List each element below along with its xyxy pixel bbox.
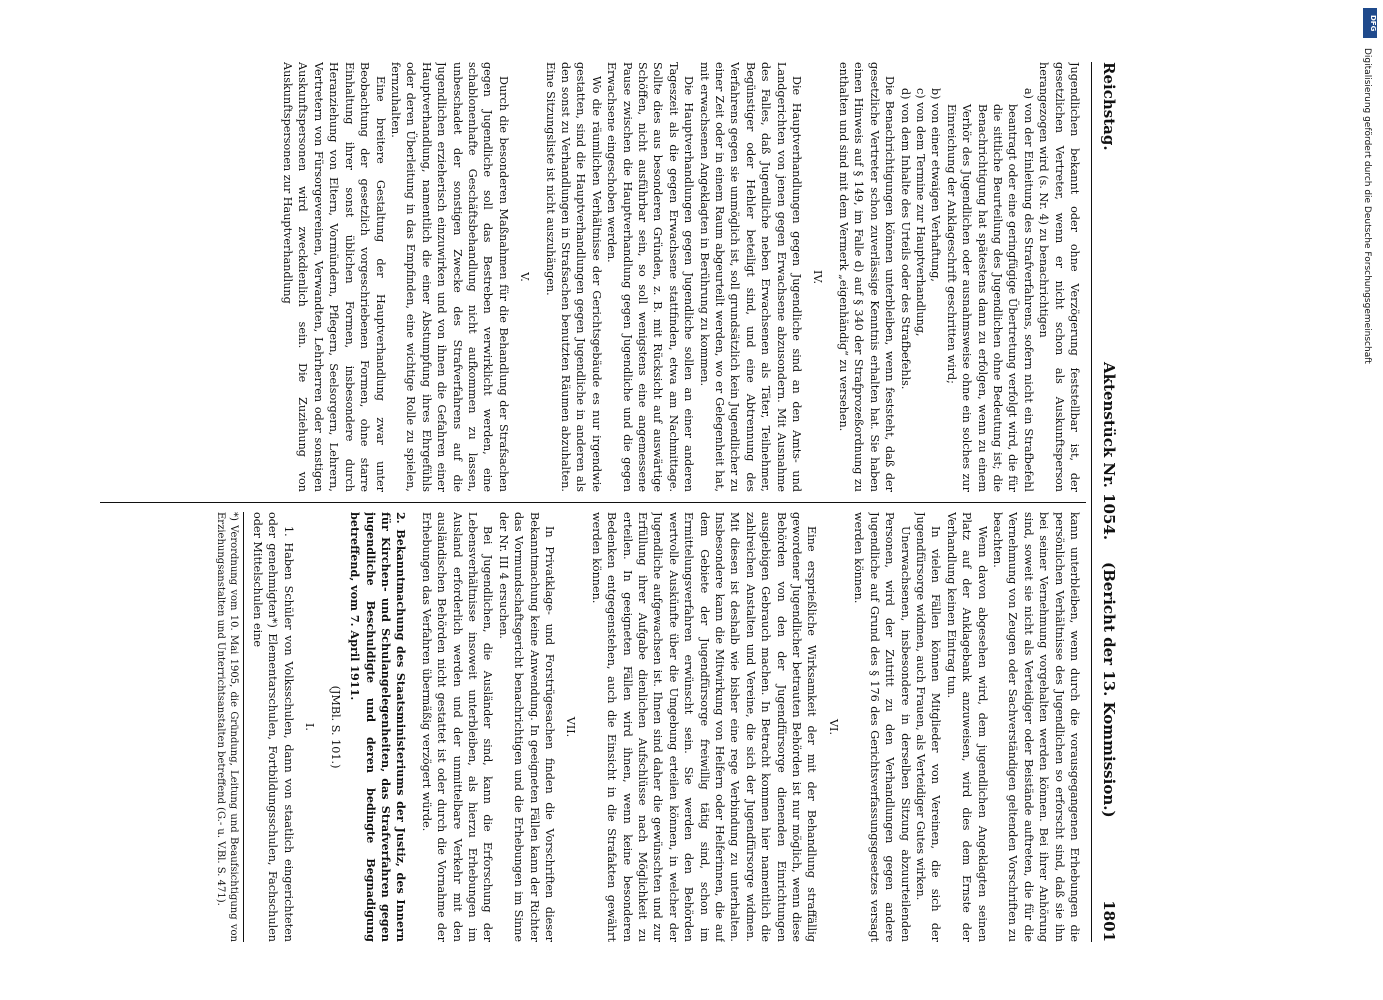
digitization-note: Digitalisierung gefördert durch die Deutsche Forschungsgemeinschaft [1362,48,1372,364]
reference: (JMBl. S. 101.) [328,685,342,769]
list-item: a) von der Einleitung des Strafverfahrens, sofern nicht ein Strafbefehl beantragt oder eine geringfügige Übertretung verfolgt wird, die für die sittliche Beurteilung des Jugendlichen ohne Bedeutung ist; die Benachrichtigung hat spätestens dann zu erfolgen, wenn zu einem Verhör des Jugendlichen oder ausnahmsweise ohne ein solches zur Einreichung der Anklageschrift geschritten wird; [944,88,1035,492]
section-heading: V. [518,272,532,282]
right-column [100,512,1082,942]
paragraph: Bei Jugendlichen, die Ausländer sind, kann die Erforschung der Lebensverhältnisse insoweit unterbleiben, als hierzu Erhebungen im Ausland erforderlich werden und der unmittelbare Verkehr mit den ausländischen Behörden nicht gestattet ist oder durch die Vornahme der Erhebungen das Verfahren übermäßig verzögert würde. [419,512,495,942]
dfg-logo: DFG [1363,8,1377,38]
paragraph: Wo die räumlichen Verhältnisse der Gerichtsgebäude es nur irgendwie gestatten, sind die Hauptverhandlungen gegen Jugendliche in anderen als den sonst zu Verhandlungen in Strafsachen benutzten Räumen abzuhalten. Eine Sitzungsliste ist nicht auszuhängen. [543,62,603,492]
page-number: 1801 [1100,900,1118,942]
document-title: 2. Bekanntmachung des Staatsministeriums der Justiz, des Innern für Kirchen- und Schulangelegenheiten, das Strafverfahren gegen jugendliche Beschuldigte und deren bedingte Begnadigung betreffend, vom 7. April 1911. [348,512,409,942]
paragraph: Die Benachrichtigungen können unterbleiben, wenn feststeht, daß der gesetzliche Vertreter schon zuverlässige Kenntnis erhalten hat. Sie haben einen Hinweis auf § 149, im Falle d) auf § 340 der Strafprozeßordnung zu enthalten und sind mit dem Vermerk „eigenhändig“ zu versehen. [836,62,897,492]
paragraph: In vielen Fällen können Mitglieder von Vereinen, die sich der Jugendfürsorge widmen, auch Frauen, als Verteidiger Gutes wirken. [913,512,943,942]
list-item: b) von einer etwaigen Verhaftung, [929,88,943,282]
list-item: c) von dem Termine zur Hauptverhandlung, [913,88,927,337]
paragraph: 1. Haben Schüler von Volksschulen, dann von staatlich eingerichteten oder genehmigten*) Elementarschulen, Fortbildungsschulen, Fachschulen oder Mittelschulen eine [251,512,295,942]
header-center: Aktenstück Nr. 1054. [1100,362,1118,541]
page-header [1094,62,1120,942]
left-column [100,62,1082,492]
paragraph: Eine breitere Gestaltung der Hauptverhandlung zwar unter Beobachtung der gesetzlich vorgeschriebenen Formen, ohne starre Einhaltung ihrer sonst üblichen Formen, insbesondere durch Heranziehung von Eltern, Vormündern, Pflegern, Seelsorgern, Lehrern, Vertretern von Fürsorgevereinen, Verwandten, Lehrherren oder sonstigen Auskunftspersonen wird zweckdienlich sein. Die Zuziehung von Auskunftspersonen zur Hauptverhandlung [281,62,387,492]
footnote: *) Verordnung vom 10. Mai 1905, die Gründung, Leitung und Beaufsichtigung von Erziehungsanstalten und Unterrichtsanstalten betreffend (G.- u. V.Bl. S. 471). [214,512,244,942]
list-item: d) von dem Inhalte des Urteils oder des Strafbefehls. [898,88,912,390]
paragraph: Unerwachsenen, insbesondere in derselben Sitzung abzuurteilenden Personen, wird der Zutritt zu den Verhandlungen gegen andere Jugendliche auf Grund des § 176 des Gerichtsverfassungsgesetzes versagt werden können. [852,512,912,942]
paragraph: Die Hauptverhandlungen gegen Jugendliche sind an den Amts- und Landgerichten von jenen gegen Erwachsene abzusondern. Mit Ausnahme des Falles, daß Jugendliche neben Erwachsenen als Täter, Teilnehmer, Begünstiger oder Hehler beteiligt sind, und eine Abtrennung des Verfahrens gegen sie unmöglich ist, soll grundsätzlich kein Jugendlicher zu einer Zeit oder in einem Raum abgeurteilt werden, wo er Gelegenheit hat, mit erwachsenen Angeklagten in Berührung zu kommen. [697,62,804,492]
paragraph: Durch die besonderen Maßnahmen für die Behandlung der Strafsachen gegen Jugendliche soll das Bestreben verwirklicht werden, eine schablonenhafte Geschäftsbehandlung nicht aufkommen zu lassen, unbeschadet der sonstigen Zwecke des Strafverfahrens auf die Jugendlichen erzieherisch einzuwirken und von ihnen die Gefahren einer Hauptverhandlung, namentlich die einer Abstumpfung ihres Ehrgefühls oder deren Überleitung in das Empfinden, eine wichtige Rolle zu spielen, fernzuhalten. [388,62,510,492]
paragraph: Wenn davon abgesehen wird, dem jugendlichen Angeklagten seinen Platz auf der Anklagebank anzuweisen, wird dies dem Ernste der Verhandlung keinen Eintrag tun. [944,512,989,942]
column-divider [100,502,1086,503]
paragraph: Jugendlichen bekannt oder ohne Verzögerung feststellbar ist, der gesetzlichen Vertreter, wenn er nicht schon als Auskunftsperson herangezogen wird (s. Nr. 4) zu benachrichtigen [1037,62,1081,492]
paragraph: kann unterbleiben, wenn durch die vorausgegangenen Erhebungen die persönlichen Verhältnisse des Jugendlichen so erforscht sind, daß sie ihn bei seiner Vernehmung vorgehalten werden können. Bei ihrer Anhörung sind, soweit sie nicht als Verteidiger oder Beistände auftreten, die für die Vernehmung von Zeugen oder Sachverständigen geltenden Vorschriften zu beachten. [990,512,1081,942]
header-left: Reichstag. [1100,62,1118,151]
header-rule [1091,62,1092,942]
paragraph: Eine ersprießliche Wirksamkeit der mit der Behandlung straffällig gewordener Jugendlicher betrauten Behörden ist nur möglich, wenn diese Behörden von den der Jugendfürsorge dienenden Einrichtungen ausgiebigen Gebrauch machen. In Betracht kommen hier namentlich die zahlreichen Anstalten und Vereine, die sich der Jugendfürsorge widmen. Mit diesen ist deshalb wie bisher eine rege Verbindung zu unterhalten. Insbesondere kann die Mitwirkung von Helfern oder Helferinnen, die auf dem Gebiete der Jugendfürsorge freiwillig tätig sind, schon im Ermittelungsverfahren erwünscht sein. Sie werden den Behörden wertvolle Auskünfte über die Umgebung erteilen können, in welcher der Jugendliche aufgewachsen ist. Ihnen sind daher die gewünschten und zur Erfüllung ihrer Aufgabe dienlichen Aufschlüsse nach Möglichkeit zu erteilen. In geeigneten Fällen wird ihnen, wenn keine besonderen Bedenken entgegenstehen, auch die Einsicht in die Strafakten gewährt werden können. [589,512,819,942]
paragraph: Die Hauptverhandlungen gegen Jugendliche sollen an einer anderen Tageszeit als die gegen Erwachsene stattfinden, etwa am Nachmittage. Sollte dies aus besonderen Gründen, z. B. mit Rücksicht auf auswärtige Schöffen, nicht ausführbar sein, so soll wenigstens eine angemessene Pause zwischen die Hauptverhandlung gegen Jugendliche und die gegen Erwachsene eingeschoben werden. [605,62,696,492]
section-heading: VI. [826,718,840,736]
section-heading: I. [303,723,317,731]
paragraph: In Privatklage- und Forstrügesachen finden die Vorschriften dieser Bekanntmachung keine Anwendung. In geeigneten Fällen kann der Richter das Vormundschaftsgericht benachrichtigen und die Erhebungen im Sinne der Nr. III 4 ersuchen. [496,512,556,942]
rotated-document-page [100,62,1120,942]
section-heading: VII. [564,716,578,738]
section-heading: IV. [811,269,825,285]
header-right: (Bericht der 13. Kommission.) [1100,562,1118,818]
